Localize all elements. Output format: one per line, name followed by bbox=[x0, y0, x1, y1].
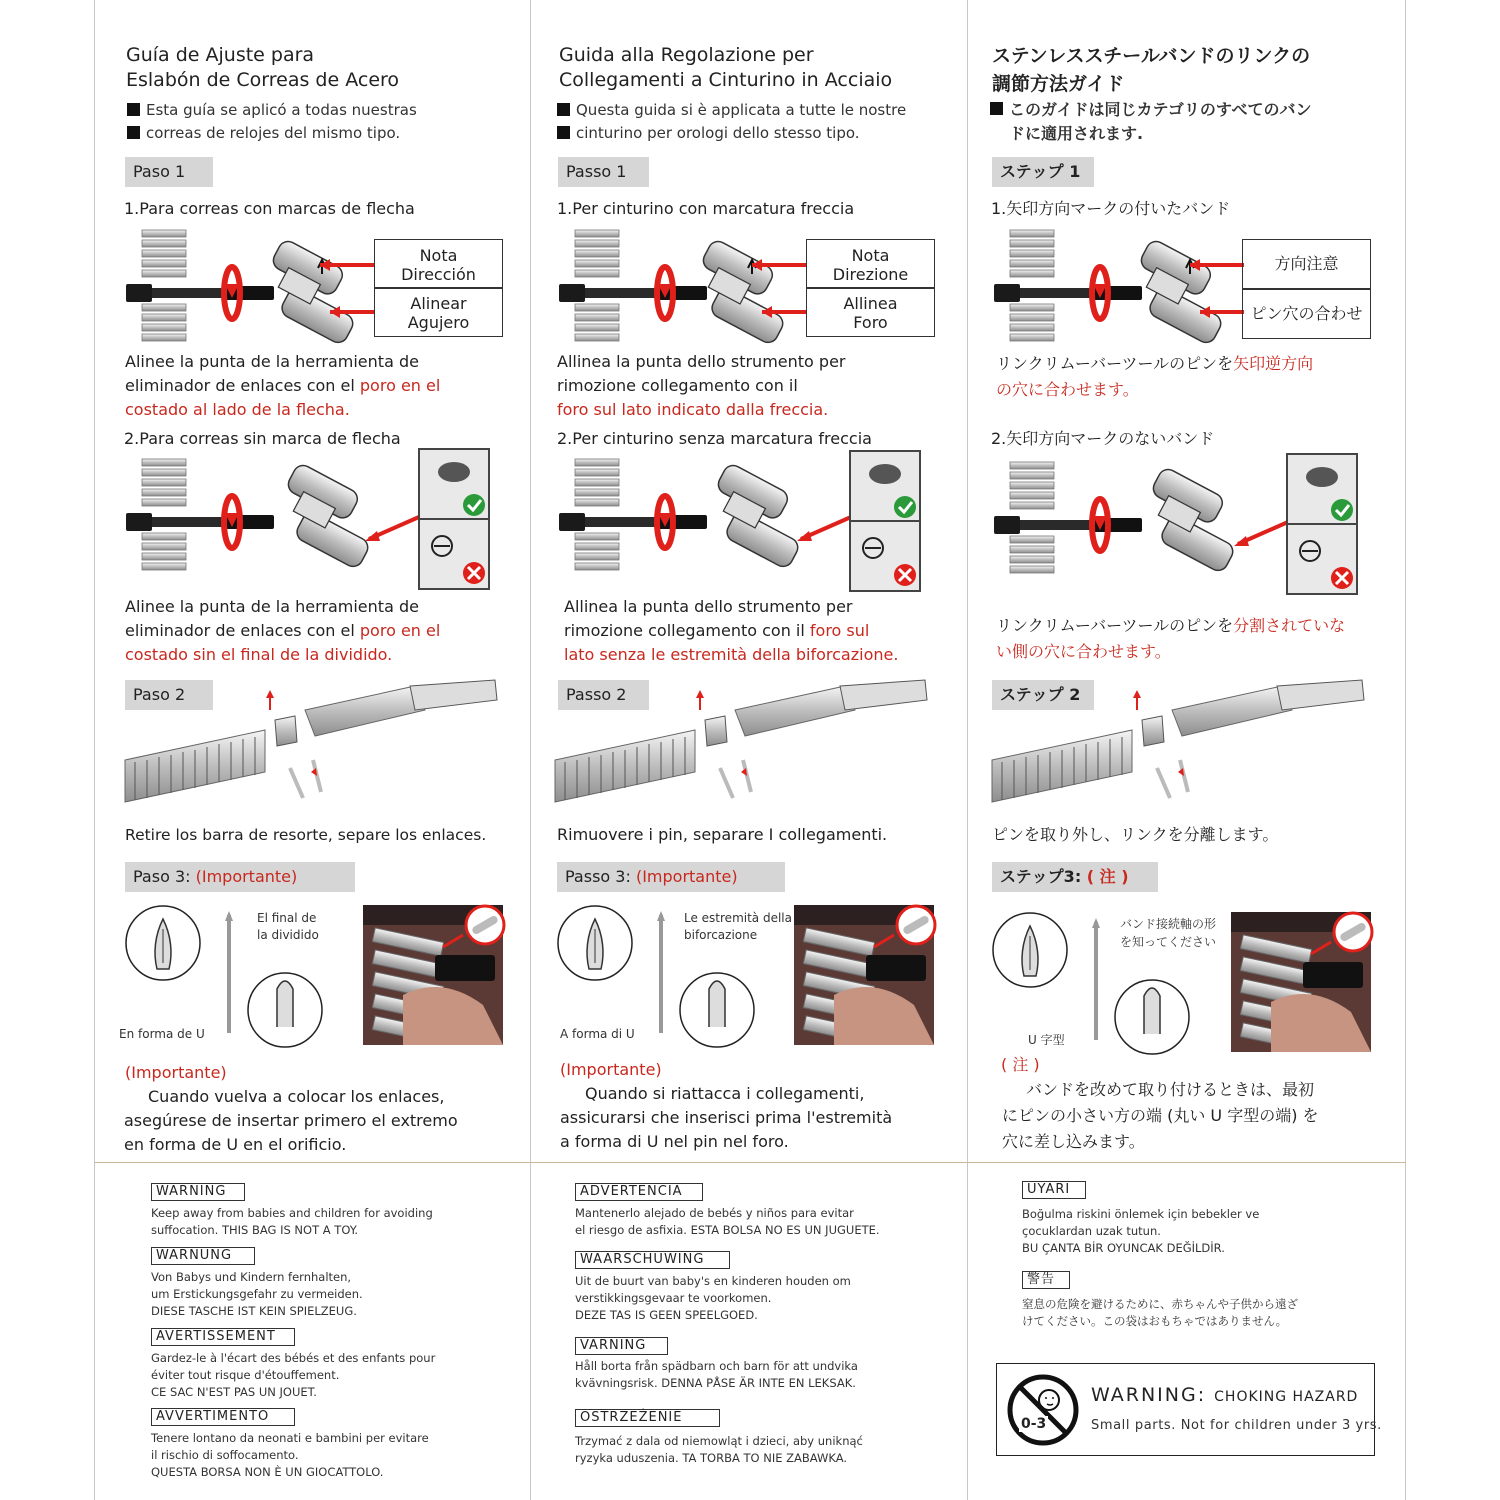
warning-label: 警告 bbox=[1022, 1271, 1070, 1289]
step1-sub1: 1.矢印方向マークの付いたバンド bbox=[991, 199, 1231, 218]
step3-header bbox=[125, 862, 355, 892]
warning-text-line3: BU ÇANTA BİR OYUNCAK DEĞİLDİR. bbox=[1022, 1241, 1225, 1255]
label-align-hole bbox=[374, 288, 503, 337]
hazard-word: CHOKING HAZARD bbox=[1214, 1389, 1359, 1405]
important-text-line2: asegúrese de insertar primero el extremo bbox=[124, 1111, 458, 1130]
guide-title-line2: Eslabón de Correas de Acero bbox=[126, 69, 400, 91]
warning-text-line1: Gardez-le à l'écart des bébés et des enfants pour bbox=[151, 1351, 436, 1365]
warning-text-line2: um Erstickungsgefahr zu vermeiden. bbox=[151, 1287, 363, 1301]
text-plain: リンクリムーバーツールのピンを bbox=[996, 616, 1234, 635]
step3-header bbox=[557, 862, 785, 892]
step3-important: (Importante) bbox=[195, 867, 298, 886]
no-small-children-icon bbox=[1007, 1374, 1079, 1446]
important-label: (Importante) bbox=[560, 1060, 662, 1079]
guide-title-line2: Collegamenti a Cinturino in Acciaio bbox=[559, 69, 893, 91]
label-note-direction-line1: 方向注意 bbox=[1274, 254, 1339, 273]
scope-note-line1: Esta guía se aplicó a todas nuestras bbox=[146, 99, 417, 122]
text-highlight: 矢印逆方向 bbox=[1233, 354, 1314, 373]
step3-label: Passo 3: bbox=[565, 867, 631, 886]
pin-top-label-line1: El final de bbox=[257, 911, 317, 925]
label-align-hole bbox=[1242, 289, 1371, 339]
step1-header: Passo 1 bbox=[558, 157, 649, 187]
tool-in-use-photo bbox=[1231, 912, 1371, 1052]
step3-label: ステップ3: bbox=[1000, 867, 1082, 886]
pin-top-label-line2: を知ってください bbox=[1120, 935, 1217, 949]
text-highlight: 分割されていな bbox=[1233, 616, 1346, 635]
important-text-line2: にピンの小さい方の端 (丸い U 字型の端) を bbox=[1002, 1106, 1319, 1125]
text-highlight: poro en el bbox=[359, 621, 441, 640]
important-text-line2: assicurarsi che inserisci prima l'estremità bbox=[560, 1108, 893, 1127]
red-pointer-arrow bbox=[365, 505, 420, 545]
important-text-line1: Cuando vuelva a colocar los enlaces, bbox=[148, 1087, 445, 1106]
red-pointer-arrows bbox=[1190, 258, 1246, 318]
important-text-line1: Quando si riattacca i collegamenti, bbox=[585, 1084, 865, 1103]
warning-text-line2: verstikkingsgevaar te voorkomen. bbox=[575, 1291, 772, 1305]
warning-label: AVERTISSEMENT bbox=[151, 1328, 295, 1346]
step2-text: Retire los barra de resorte, separe los enlaces. bbox=[125, 826, 487, 844]
important-text-line3: 穴に差し込みます。 bbox=[1002, 1132, 1145, 1151]
warning-label: AVVERTIMENTO bbox=[151, 1408, 295, 1426]
column-divider bbox=[967, 0, 968, 1500]
warning-label: VARNING bbox=[575, 1337, 668, 1355]
red-pointer-arrow bbox=[1234, 510, 1289, 550]
link-remover-tool-illustration bbox=[140, 228, 270, 344]
pin-bottom-label: U 字型 bbox=[1028, 1033, 1065, 1047]
label-align-hole-line1: Allinea bbox=[843, 294, 898, 313]
tool-in-use-photo bbox=[794, 905, 934, 1045]
warning-text-line1: Håll borta från spädbarn och barn för att undvika bbox=[575, 1359, 858, 1373]
pin-top-label-line1: バンド接続軸の形 bbox=[1120, 917, 1217, 931]
warning-text-line2: el riesgo de asfixia. ESTA BOLSA NO ES UN JUGUETE. bbox=[575, 1223, 880, 1237]
warning-divider bbox=[94, 1162, 1406, 1163]
step1-text2-line1: Alinee la punta de la herramienta de bbox=[125, 597, 419, 616]
label-align-hole-line2: Agujero bbox=[407, 313, 470, 332]
guide-title-line1: Guía de Ajuste para bbox=[126, 44, 315, 66]
warning-text-line2: けてください。この袋はおもちゃではありません。 bbox=[1022, 1314, 1288, 1328]
pin-bottom-label: En forma de U bbox=[119, 1027, 205, 1041]
step1-text1-line2: の穴に合わせます。 bbox=[996, 380, 1139, 399]
warning-text-line3: QUESTA BORSA NON È UN GIOCATTOLO. bbox=[151, 1465, 384, 1479]
choking-warning-title bbox=[1091, 1384, 1358, 1406]
step1-text1-line2 bbox=[125, 374, 440, 398]
warning-word: WARNING: bbox=[1091, 1384, 1207, 1406]
warning-text-line2: il rischio di soffocamento. bbox=[151, 1448, 299, 1462]
label-align-hole-line2: Foro bbox=[853, 313, 888, 332]
warning-text-line1: Tenere lontano da neonati e bambini per evitare bbox=[151, 1431, 429, 1445]
warning-label: WARNING bbox=[151, 1183, 245, 1201]
warning-label: WARNUNG bbox=[151, 1247, 255, 1265]
step1-text1-line3: costado al lado de la flecha. bbox=[125, 400, 350, 419]
label-note-direction-line2: Direzione bbox=[832, 265, 909, 284]
text-highlight: foro sul bbox=[809, 621, 870, 640]
link-remover-tool-illustration bbox=[573, 228, 703, 344]
warning-text-line1: Keep away from babies and children for avoiding bbox=[151, 1206, 433, 1220]
pin-top-label-line2: biforcazione bbox=[684, 928, 758, 942]
step1-sub2: 2.Para correas sin marca de flecha bbox=[124, 429, 401, 448]
separated-strap-illustration bbox=[992, 680, 1362, 820]
warning-label: WAARSCHUWING bbox=[575, 1251, 730, 1269]
hole-detail-check-cross bbox=[849, 450, 921, 592]
step1-text2-line1 bbox=[996, 614, 1345, 638]
scope-note-line2: correas de relojes del mismo tipo. bbox=[146, 122, 400, 145]
label-note-direction bbox=[806, 239, 935, 288]
step1-text2-line3: lato senza le estremità della biforcazione. bbox=[564, 645, 899, 664]
step1-header: Paso 1 bbox=[125, 157, 213, 187]
step1-text2-line1: Allinea la punta dello strumento per bbox=[564, 597, 853, 616]
step1-text2-line3: costado sin el final de la dividido. bbox=[125, 645, 393, 664]
step1-text2-line2 bbox=[564, 619, 869, 643]
choking-hazard-box bbox=[996, 1363, 1382, 1456]
warning-text-line1: Mantenerlo alejado de bebés y niños para evitar bbox=[575, 1206, 854, 1220]
step1-text2-line2 bbox=[125, 619, 440, 643]
tool-in-use-photo bbox=[363, 905, 503, 1045]
step1-text2-line2: い側の穴に合わせます。 bbox=[996, 642, 1171, 661]
step1-header: ステップ 1 bbox=[992, 157, 1094, 187]
scope-note-line2: cinturino per orologi dello stesso tipo. bbox=[576, 122, 860, 145]
red-pointer-arrows bbox=[752, 258, 808, 318]
warning-text-line3: DEZE TAS IS GEEN SPEELGOED. bbox=[575, 1308, 758, 1322]
guide-title-line2: 調節方法ガイド bbox=[992, 73, 1125, 95]
label-note-direction bbox=[1242, 239, 1371, 289]
step2-header: ステップ 2 bbox=[992, 680, 1094, 710]
text-plain: リンクリムーバーツールのピンを bbox=[996, 354, 1234, 373]
label-note-direction-line1: Nota bbox=[851, 246, 890, 265]
warning-text-line2: ryzyka uduszenia. TA TORBA TO NIE ZABAWKA. bbox=[575, 1451, 848, 1465]
label-align-hole-line1: ピン穴の合わせ bbox=[1250, 304, 1363, 323]
warning-text-line1: Uit de buurt van baby's en kinderen houden om bbox=[575, 1274, 851, 1288]
warning-text-line1: Von Babys und Kindern fernhalten, bbox=[151, 1270, 352, 1284]
hole-detail-check-cross bbox=[1286, 453, 1358, 595]
warning-text-line2: kvävningsrisk. DENNA PÅSE ÄR INTE EN LEKSAK. bbox=[575, 1376, 856, 1390]
warning-text-line1: 窒息の危険を避けるために、赤ちゃんや子供から遠ざ bbox=[1022, 1297, 1298, 1311]
guide-title-line1: ステンレススチールバンドのリンクの bbox=[992, 45, 1311, 67]
step3-header bbox=[992, 862, 1158, 892]
text-highlight: poro en el bbox=[359, 376, 441, 395]
important-text-line3: a forma di U nel pin nel foro. bbox=[560, 1132, 789, 1151]
important-label: (Importante) bbox=[125, 1063, 227, 1082]
pin-top-label-line1: Le estremità della bbox=[684, 911, 792, 925]
age-label: 0-3 bbox=[1021, 1416, 1047, 1432]
warning-text-line2: suffocation. THIS BAG IS NOT A TOY. bbox=[151, 1223, 359, 1237]
step3-label: Paso 3: bbox=[133, 867, 191, 886]
step1-sub2: 2.矢印方向マークのないバンド bbox=[991, 429, 1215, 448]
link-remover-tool-illustration-2 bbox=[140, 457, 270, 577]
warning-text-line1: Boğulma riskini önlemek için bebekler ve bbox=[1022, 1207, 1260, 1221]
step1-text1-line2: rimozione collegamento con il bbox=[557, 376, 798, 395]
step3-important: (Importante) bbox=[635, 867, 738, 886]
important-text-line3: en forma de U en el orificio. bbox=[124, 1135, 347, 1154]
warning-text-line2: çocuklardan uzak tutun. bbox=[1022, 1224, 1161, 1238]
hole-detail-check-cross bbox=[418, 448, 490, 590]
important-label: ( 注 ) bbox=[1001, 1055, 1040, 1074]
label-note-direction bbox=[374, 239, 503, 288]
step2-text: Rimuovere i pin, separare I collegamenti. bbox=[557, 825, 888, 844]
step2-text: ピンを取り外し、リンクを分離します。 bbox=[992, 825, 1279, 844]
link-remover-tool-illustration-2 bbox=[573, 457, 703, 577]
scope-note-line2: ドに適用されます. bbox=[1009, 124, 1144, 143]
step1-text1-line1: Alinee la punta de la herramienta de bbox=[125, 352, 419, 371]
step1-sub1: 1.Para correas con marcas de flecha bbox=[124, 199, 415, 218]
label-align-hole-line1: Alinear bbox=[410, 294, 467, 313]
pin-bottom-label: A forma di U bbox=[560, 1027, 635, 1041]
separated-strap-illustration bbox=[555, 680, 925, 820]
link-remover-tool-illustration-2 bbox=[1008, 460, 1138, 580]
step2-header: Passo 2 bbox=[558, 680, 649, 710]
warning-text-line3: CE SAC N'EST PAS UN JOUET. bbox=[151, 1385, 317, 1399]
warning-text-line1: Trzymać z dala od niemowląt i dzieci, aby uniknąć bbox=[575, 1434, 863, 1448]
link-remover-tool-illustration bbox=[1008, 228, 1138, 344]
warning-text-line2: éviter tout risque d'étouffement. bbox=[151, 1368, 340, 1382]
warning-label: UYARI bbox=[1022, 1181, 1086, 1199]
warning-text-line3: DIESE TASCHE IST KEIN SPIELZEUG. bbox=[151, 1304, 357, 1318]
warning-label: ADVERTENCIA bbox=[575, 1183, 703, 1201]
step1-text1-line3: foro sul lato indicato dalla freccia. bbox=[557, 400, 829, 419]
scope-note-line1: このガイドは同じカテゴリのすべてのバン bbox=[1009, 100, 1312, 119]
text-plain: eliminador de enlaces con el bbox=[125, 376, 360, 395]
step1-sub2: 2.Per cinturino senza marcatura freccia bbox=[557, 429, 872, 448]
guide-title-line1: Guida alla Regolazione per bbox=[559, 44, 814, 66]
label-align-hole bbox=[806, 288, 935, 337]
choking-warning-text: Small parts. Not for children under 3 yrs. bbox=[1091, 1418, 1382, 1433]
warning-label: OSTRZEŻENIE bbox=[575, 1409, 720, 1427]
pin-top-label-line2: la dividido bbox=[257, 928, 319, 942]
step3-important: ( 注 ) bbox=[1086, 867, 1129, 886]
step1-text1-line1 bbox=[996, 352, 1313, 376]
column-divider bbox=[530, 0, 531, 1500]
separated-strap-illustration bbox=[125, 680, 495, 820]
text-plain: rimozione collegamento con il bbox=[564, 621, 810, 640]
step1-sub1: 1.Per cinturino con marcatura freccia bbox=[557, 199, 855, 218]
red-pointer-arrow bbox=[797, 505, 852, 545]
important-text-line1: バンドを改めて取り付けるときは、最初 bbox=[1026, 1080, 1315, 1099]
text-plain: eliminador de enlaces con el bbox=[125, 621, 360, 640]
scope-note-line1: Questa guida si è applicata a tutte le nostre bbox=[576, 99, 906, 122]
label-note-direction-line1: Nota bbox=[419, 246, 458, 265]
label-note-direction-line2: Dirección bbox=[401, 265, 476, 284]
red-pointer-arrows bbox=[320, 258, 376, 318]
step2-header: Paso 2 bbox=[125, 680, 213, 710]
step1-text1-line1: Allinea la punta dello strumento per bbox=[557, 352, 846, 371]
